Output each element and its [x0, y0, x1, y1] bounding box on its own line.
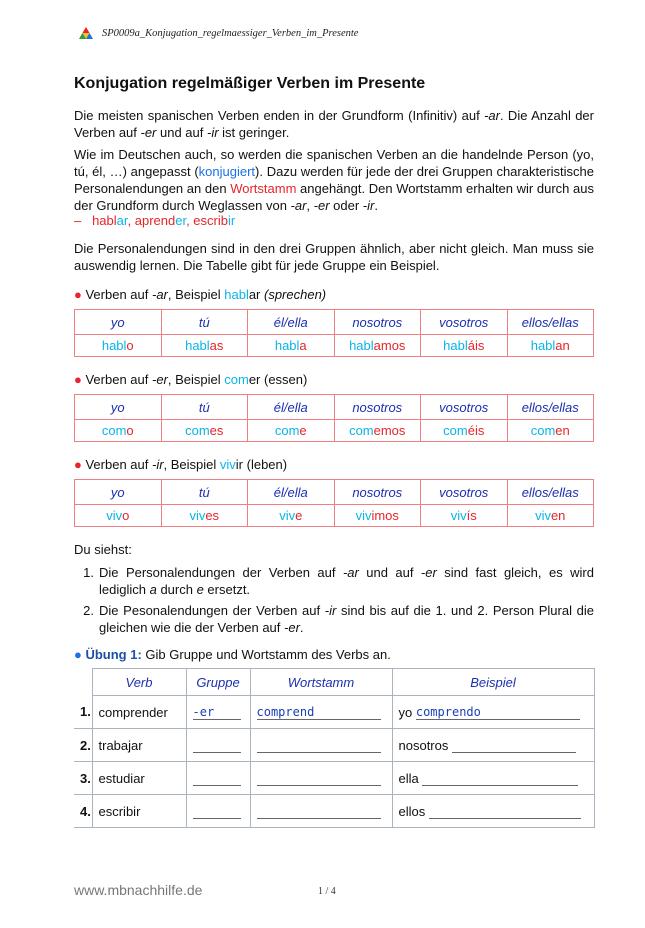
pronoun-cell: yo: [75, 480, 162, 505]
table-row: 2. trabajar nosotros: [74, 729, 594, 762]
du-siehst-label: Du siehst:: [74, 542, 132, 557]
list-item: 1. Die Personalendungen der Verben auf -ar und auf -er sind fast gleich, es wird lediglich a durch e ersetzt.: [83, 565, 594, 597]
page-title: Konjugation regelmäßiger Verben im Presente: [74, 75, 426, 92]
pronoun-cell: vosotros: [421, 480, 508, 505]
wortstamm-field[interactable]: comprend: [250, 696, 392, 729]
gruppe-field[interactable]: -er: [186, 696, 250, 729]
column-header: Wortstamm: [250, 669, 392, 696]
column-header: Verb: [92, 669, 186, 696]
verb-form-cell: habláis: [421, 335, 508, 357]
table-row: 3. estudiar ella: [74, 762, 594, 795]
pronoun-cell: ellos/ellas: [507, 395, 594, 420]
verb-cell: estudiar: [92, 762, 186, 795]
group-er-heading: ● Verben auf -er, Beispiel comer (essen): [74, 372, 308, 387]
verb-form-cell: hablamos: [334, 335, 421, 357]
verb-form-cell: vive: [248, 505, 335, 527]
verb-form-cell: comes: [161, 420, 248, 442]
pronoun-cell: él/ella: [248, 310, 335, 335]
pronoun-cell: tú: [161, 310, 248, 335]
column-header: Gruppe: [186, 669, 250, 696]
verb-form-cell: hablas: [161, 335, 248, 357]
conjugation-table-ir: [74, 479, 594, 527]
document-header: [78, 26, 358, 40]
exercise-heading: ● Übung 1: Gib Gruppe und Wortstamm des Verbs an.: [74, 647, 391, 662]
colored-triangle-logo: [78, 26, 94, 40]
exercise-table: [74, 668, 595, 828]
verb-cell: escribir: [92, 795, 186, 828]
beispiel-field[interactable]: ella: [392, 762, 594, 795]
pronoun-cell: nosotros: [334, 480, 421, 505]
verb-form-cell: comen: [507, 420, 594, 442]
pronoun-cell: nosotros: [334, 310, 421, 335]
verb-form-cell: vivo: [75, 505, 162, 527]
endings-paragraph: Die Personalendungen sind in den drei Gruppen ähnlich, aber nicht gleich. Man muss sie auswendig lernen. Die Tabelle gibt für jede Gruppe ein Beispiel.: [74, 241, 594, 273]
table-row: 4. escribir ellos: [74, 795, 594, 828]
table-row: 1. comprender -er comprend yo comprendo: [74, 696, 594, 729]
pronoun-cell: tú: [161, 395, 248, 420]
observation-list: [74, 564, 594, 640]
example-verbs-line: – hablar, aprender, escribir: [74, 213, 236, 228]
pronoun-cell: él/ella: [248, 395, 335, 420]
beispiel-field[interactable]: ellos: [392, 795, 594, 828]
pronoun-cell: yo: [75, 310, 162, 335]
pronoun-cell: ellos/ellas: [507, 310, 594, 335]
gruppe-field[interactable]: [186, 762, 250, 795]
document-filename: SP0009a_Konjugation_regelmaessiger_Verben_im_Presente: [102, 27, 359, 39]
verb-form-cell: vivimos: [334, 505, 421, 527]
verb-cell: comprender: [92, 696, 186, 729]
verb-form-cell: viven: [507, 505, 594, 527]
verb-form-cell: come: [248, 420, 335, 442]
pronoun-cell: vosotros: [421, 310, 508, 335]
beispiel-field[interactable]: nosotros: [392, 729, 594, 762]
verb-form-cell: comemos: [334, 420, 421, 442]
group-ir-heading: ● Verben auf -ir, Beispiel vivir (leben): [74, 457, 288, 472]
pronoun-cell: él/ella: [248, 480, 335, 505]
explanation-paragraph: Wie im Deutschen auch, so werden die spanischen Verben an die handelnde Person (yo, tú, él, …) angepasst (konjugiert). Dazu werden für jede der drei Gruppen charakteristische Personalendungen an den Wortstamm angehängt. Den Wortstamm erhalten wir durch aus der Grundform durch Weglassen von -ar, -er oder -ir.: [74, 147, 594, 213]
column-header: Beispiel: [392, 669, 594, 696]
conjugation-table-er: [74, 394, 594, 442]
verb-cell: trabajar: [92, 729, 186, 762]
pronoun-cell: tú: [161, 480, 248, 505]
intro-paragraph: Die meisten spanischen Verben enden in der Grundform (Infinitiv) auf -ar. Die Anzahl der Verben auf -er und auf -ir ist geringer.: [74, 108, 594, 140]
wortstamm-field[interactable]: [250, 729, 392, 762]
verb-form-cell: hablo: [75, 335, 162, 357]
pronoun-cell: ellos/ellas: [507, 480, 594, 505]
wortstamm-field[interactable]: [250, 762, 392, 795]
verb-form-cell: hablan: [507, 335, 594, 357]
wortstamm-field[interactable]: [250, 795, 392, 828]
beispiel-field[interactable]: yo comprendo: [392, 696, 594, 729]
verb-form-cell: vives: [161, 505, 248, 527]
footer-website: www.mbnachhilfe.de: [74, 882, 203, 898]
page-number: 1 / 4: [318, 886, 336, 897]
pronoun-cell: yo: [75, 395, 162, 420]
pronoun-cell: vosotros: [421, 395, 508, 420]
list-item: 2. Die Pesonalendungen der Verben auf -ir sind bis auf die 1. und 2. Person Plural die gleichen wie die der Verben auf -er.: [83, 603, 594, 635]
gruppe-field[interactable]: [186, 795, 250, 828]
gruppe-field[interactable]: [186, 729, 250, 762]
conjugation-table-ar: [74, 309, 594, 357]
group-ar-heading: ● Verben auf -ar, Beispiel hablar (sprechen): [74, 287, 327, 302]
verb-form-cell: coméis: [421, 420, 508, 442]
verb-form-cell: vivís: [421, 505, 508, 527]
verb-form-cell: habla: [248, 335, 335, 357]
pronoun-cell: nosotros: [334, 395, 421, 420]
verb-form-cell: como: [75, 420, 162, 442]
